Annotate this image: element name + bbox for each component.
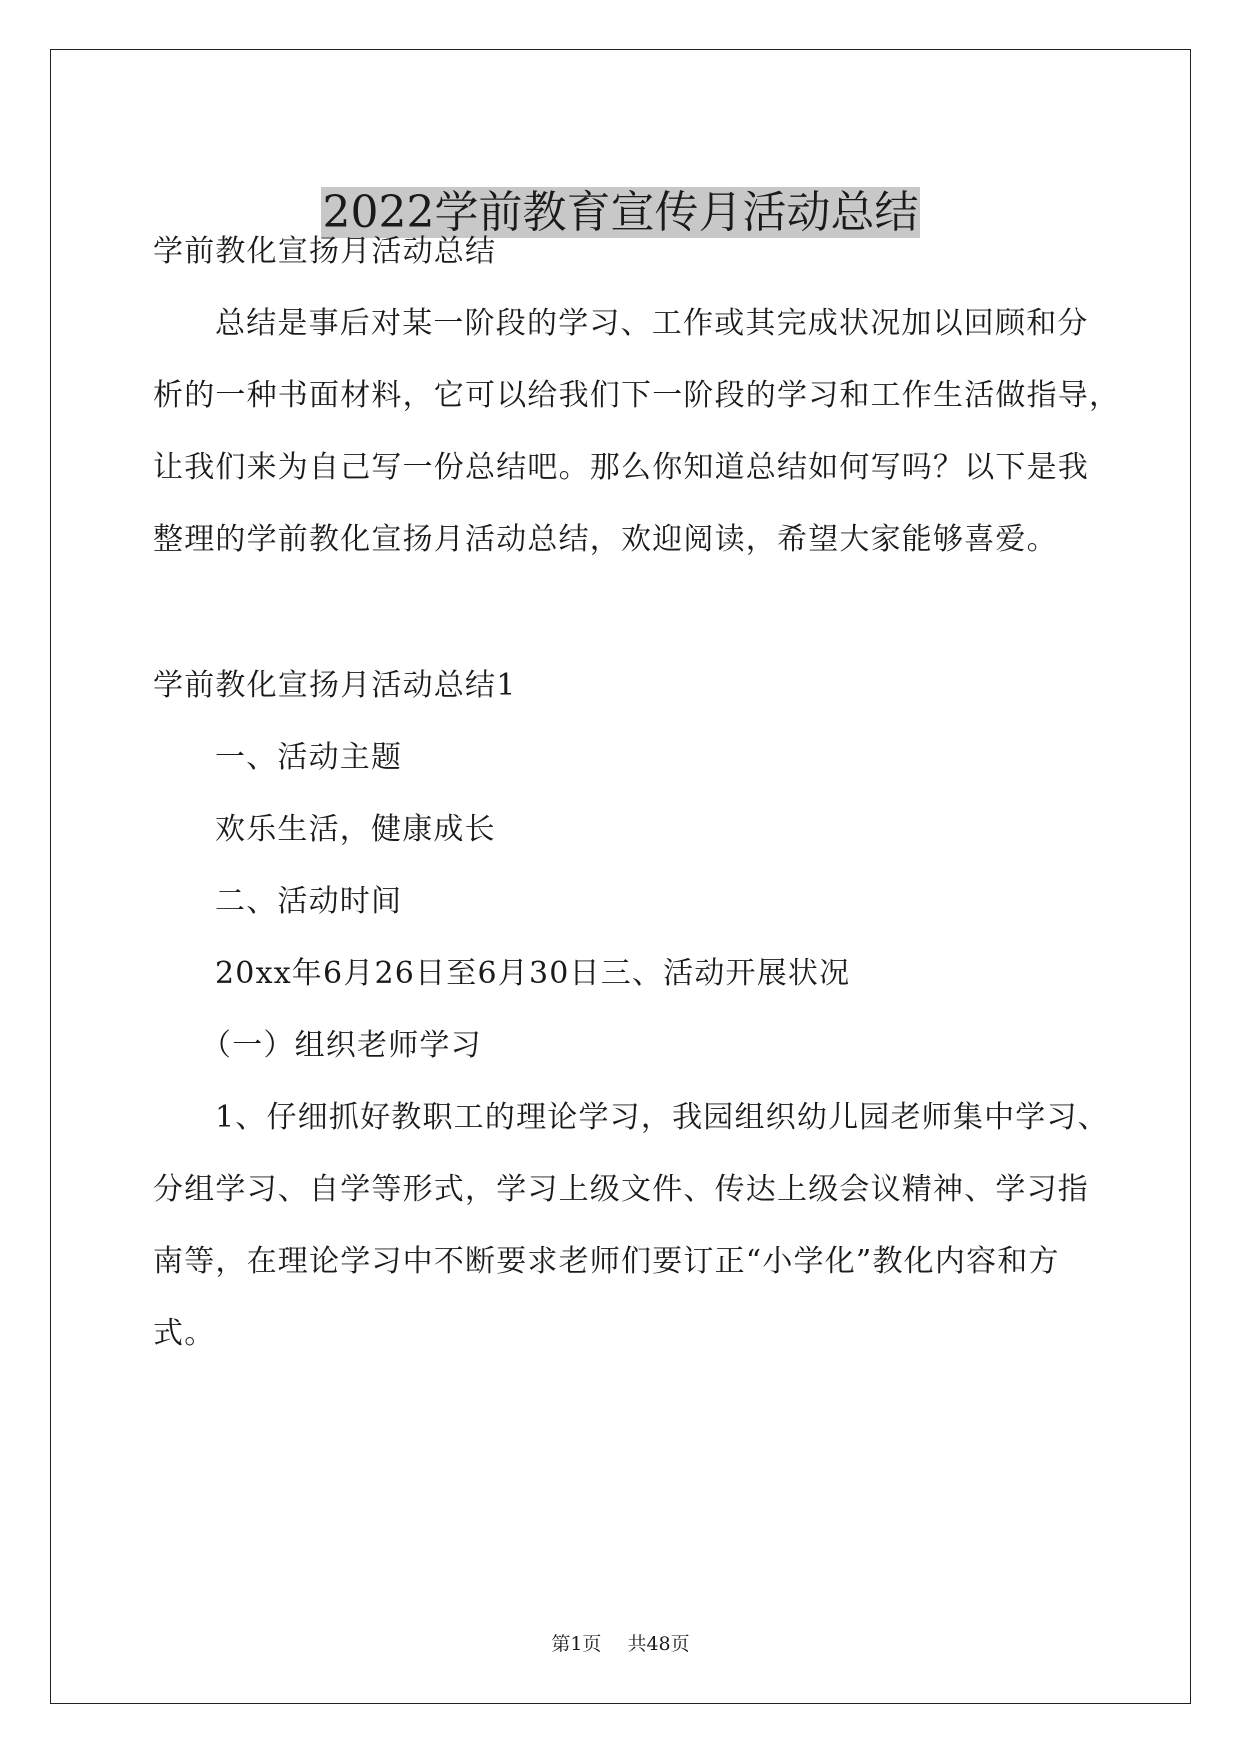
paragraph-line: 分组学习、自学等形式，学习上级文件、传达上级会议精神、学习指 <box>153 1172 1089 1207</box>
page-number-current: 第1页 <box>551 1633 602 1655</box>
paragraph-line: 式。 <box>153 1316 216 1351</box>
subheading: 一、活动主题 <box>215 740 403 775</box>
page-number-total: 共48页 <box>627 1633 690 1655</box>
paragraph-line: 让我们来为自己写一份总结吧。那么你知道总结如何写吗？以下是我 <box>153 450 1089 485</box>
section-heading: 学前教化宣扬月活动总结 <box>153 234 497 269</box>
paragraph-line: 1、仔细抓好教职工的理论学习，我园组织幼儿园老师集中学习、 <box>215 1100 1109 1135</box>
paragraph-line: 欢乐生活，健康成长 <box>215 812 496 847</box>
document-title-text: 2022学前教育宣传月活动总结 <box>322 187 919 239</box>
paragraph-line: 20xx年6月26日至6月30日三、活动开展状况 <box>215 956 851 991</box>
paragraph-line: 析的一种书面材料，它可以给我们下一阶段的学习和工作生活做指导， <box>153 378 1121 413</box>
section-heading: 学前教化宣扬月活动总结1 <box>153 668 517 703</box>
paragraph-line: 整理的学前教化宣扬月活动总结，欢迎阅读，希望大家能够喜爱。 <box>153 522 1058 557</box>
paragraph-line: 南等，在理论学习中不断要求老师们要订正“小学化”教化内容和方 <box>153 1244 1060 1279</box>
subheading: 二、活动时间 <box>215 884 403 919</box>
document-body <box>153 232 1121 1354</box>
subheading: （一）组织老师学习 <box>201 1028 482 1063</box>
paragraph-line: 总结是事后对某一阶段的学习、工作或其完成状况加以回顾和分 <box>215 306 1089 341</box>
page-footer <box>0 1632 1241 1656</box>
